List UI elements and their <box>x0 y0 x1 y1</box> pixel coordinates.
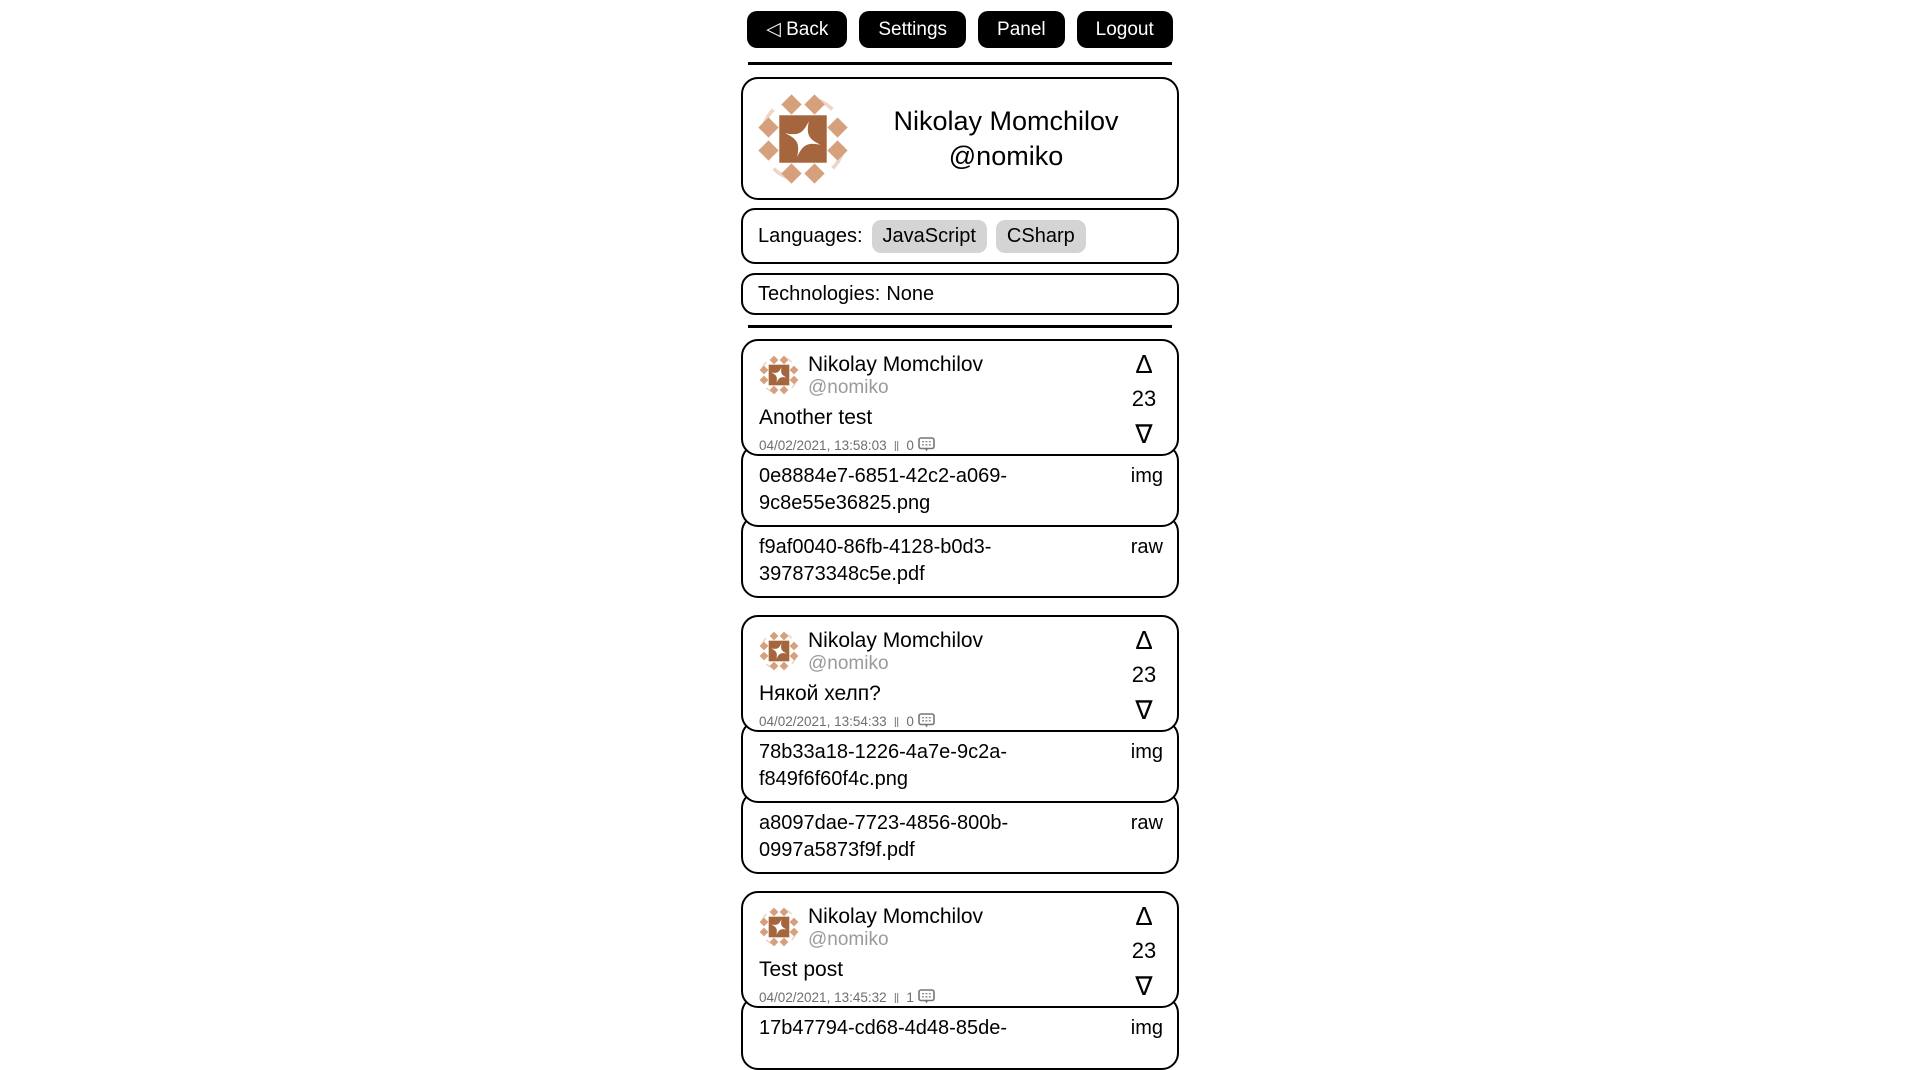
comment-bubble-icon <box>918 437 935 455</box>
post-group <box>741 615 1179 874</box>
top-nav <box>741 11 1179 48</box>
post-group <box>741 339 1179 598</box>
post-author-block <box>808 629 983 675</box>
comment-count: 0 <box>906 714 914 730</box>
post-card[interactable] <box>741 891 1179 1008</box>
post-header <box>759 625 1163 675</box>
profile-page <box>741 0 1179 1070</box>
language-pill: CSharp <box>996 220 1086 253</box>
post-author-handle: @nomiko <box>808 653 889 675</box>
languages-card <box>741 208 1179 264</box>
attachment-row[interactable] <box>741 720 1179 803</box>
post-title: Test post <box>759 957 844 981</box>
downvote-button[interactable]: ∇ <box>1135 695 1153 725</box>
meta-separator: ‖ <box>893 437 900 454</box>
attachment-row[interactable] <box>741 444 1179 527</box>
post-title: Някой хелп? <box>759 681 881 705</box>
profile-handle: @nomiko <box>948 140 1064 171</box>
upvote-button[interactable]: Δ <box>1135 625 1153 655</box>
comment-counter <box>906 437 935 455</box>
post-timestamp: 04/02/2021, 13:58:03 <box>759 438 887 454</box>
attachment-filename: a8097dae-7723-4856-800b-0997a5873f9f.pdf <box>759 812 1009 861</box>
upvote-button[interactable]: Δ <box>1135 349 1153 379</box>
vote-count: 23 <box>1131 386 1157 411</box>
meta-separator: ‖ <box>893 989 900 1006</box>
attachment-filename: 17b47794-cd68-4d48-85de- <box>759 1017 1007 1039</box>
divider <box>748 325 1172 328</box>
profile-identity <box>849 104 1163 173</box>
settings-button[interactable]: Settings <box>859 11 966 48</box>
meta-separator: ‖ <box>893 713 900 730</box>
comment-bubble-icon <box>918 713 935 731</box>
identicon-avatar-icon <box>759 631 799 671</box>
post-author-block <box>808 353 983 399</box>
post-author-block <box>808 905 983 951</box>
technologies-value: None <box>886 282 935 305</box>
attachment-type-badge: raw <box>1130 812 1163 834</box>
post-timestamp: 04/02/2021, 13:45:32 <box>759 990 887 1006</box>
attachment-type-badge: img <box>1130 741 1163 763</box>
vote-widget <box>1127 351 1161 447</box>
post-header <box>759 349 1163 399</box>
vote-widget <box>1127 627 1161 723</box>
identicon-avatar-icon <box>759 907 799 947</box>
post-group <box>741 891 1179 1070</box>
comment-bubble-icon <box>918 989 935 1007</box>
attachment-filename: 0e8884e7-6851-42c2-a069-9c8e55e36825.png <box>759 465 1007 514</box>
attachment-filename: 78b33a18-1226-4a7e-9c2a-f849f6f60f4c.png <box>759 741 1007 790</box>
post-card[interactable] <box>741 339 1179 456</box>
vote-count: 23 <box>1131 938 1157 963</box>
panel-button[interactable]: Panel <box>978 11 1065 48</box>
vote-widget <box>1127 903 1161 999</box>
divider <box>748 62 1172 65</box>
comment-counter <box>906 713 935 731</box>
attachment-type-badge: raw <box>1130 536 1163 558</box>
identicon-avatar-icon <box>759 355 799 395</box>
comment-count: 0 <box>906 438 914 454</box>
attachment-filename: f9af0040-86fb-4128-b0d3-397873348c5e.pdf <box>759 536 992 585</box>
downvote-button[interactable]: ∇ <box>1135 419 1153 449</box>
post-meta <box>759 437 1163 455</box>
post-author-name: Nikolay Momchilov <box>808 905 984 928</box>
post-author-handle: @nomiko <box>808 377 889 399</box>
post-author-handle: @nomiko <box>808 929 889 951</box>
technologies-card <box>741 273 1179 315</box>
post-author-name: Nikolay Momchilov <box>808 629 984 652</box>
post-header <box>759 901 1163 951</box>
post-author-name: Nikolay Momchilov <box>808 353 984 376</box>
post-timestamp: 04/02/2021, 13:54:33 <box>759 714 887 730</box>
attachment-row[interactable] <box>741 515 1179 598</box>
attachment-type-badge: img <box>1130 465 1163 487</box>
language-pill: JavaScript <box>872 220 987 253</box>
vote-count: 23 <box>1131 662 1157 687</box>
post-card[interactable] <box>741 615 1179 732</box>
identicon-avatar-icon <box>757 93 849 185</box>
downvote-button[interactable]: ∇ <box>1135 971 1153 1001</box>
post-meta <box>759 713 1163 731</box>
attachment-row[interactable] <box>741 791 1179 874</box>
attachment-type-badge: img <box>1130 1017 1163 1039</box>
profile-card <box>741 77 1179 200</box>
upvote-button[interactable]: Δ <box>1135 901 1153 931</box>
languages-label: Languages: <box>758 224 863 247</box>
comment-counter <box>906 989 935 1007</box>
technologies-label: Technologies: <box>758 282 881 305</box>
logout-button[interactable]: Logout <box>1077 11 1173 48</box>
back-button[interactable]: ◁ Back <box>747 11 847 48</box>
post-title: Another test <box>759 405 873 429</box>
profile-name: Nikolay Momchilov <box>893 105 1119 136</box>
post-meta <box>759 989 1163 1007</box>
comment-count: 1 <box>906 990 914 1006</box>
